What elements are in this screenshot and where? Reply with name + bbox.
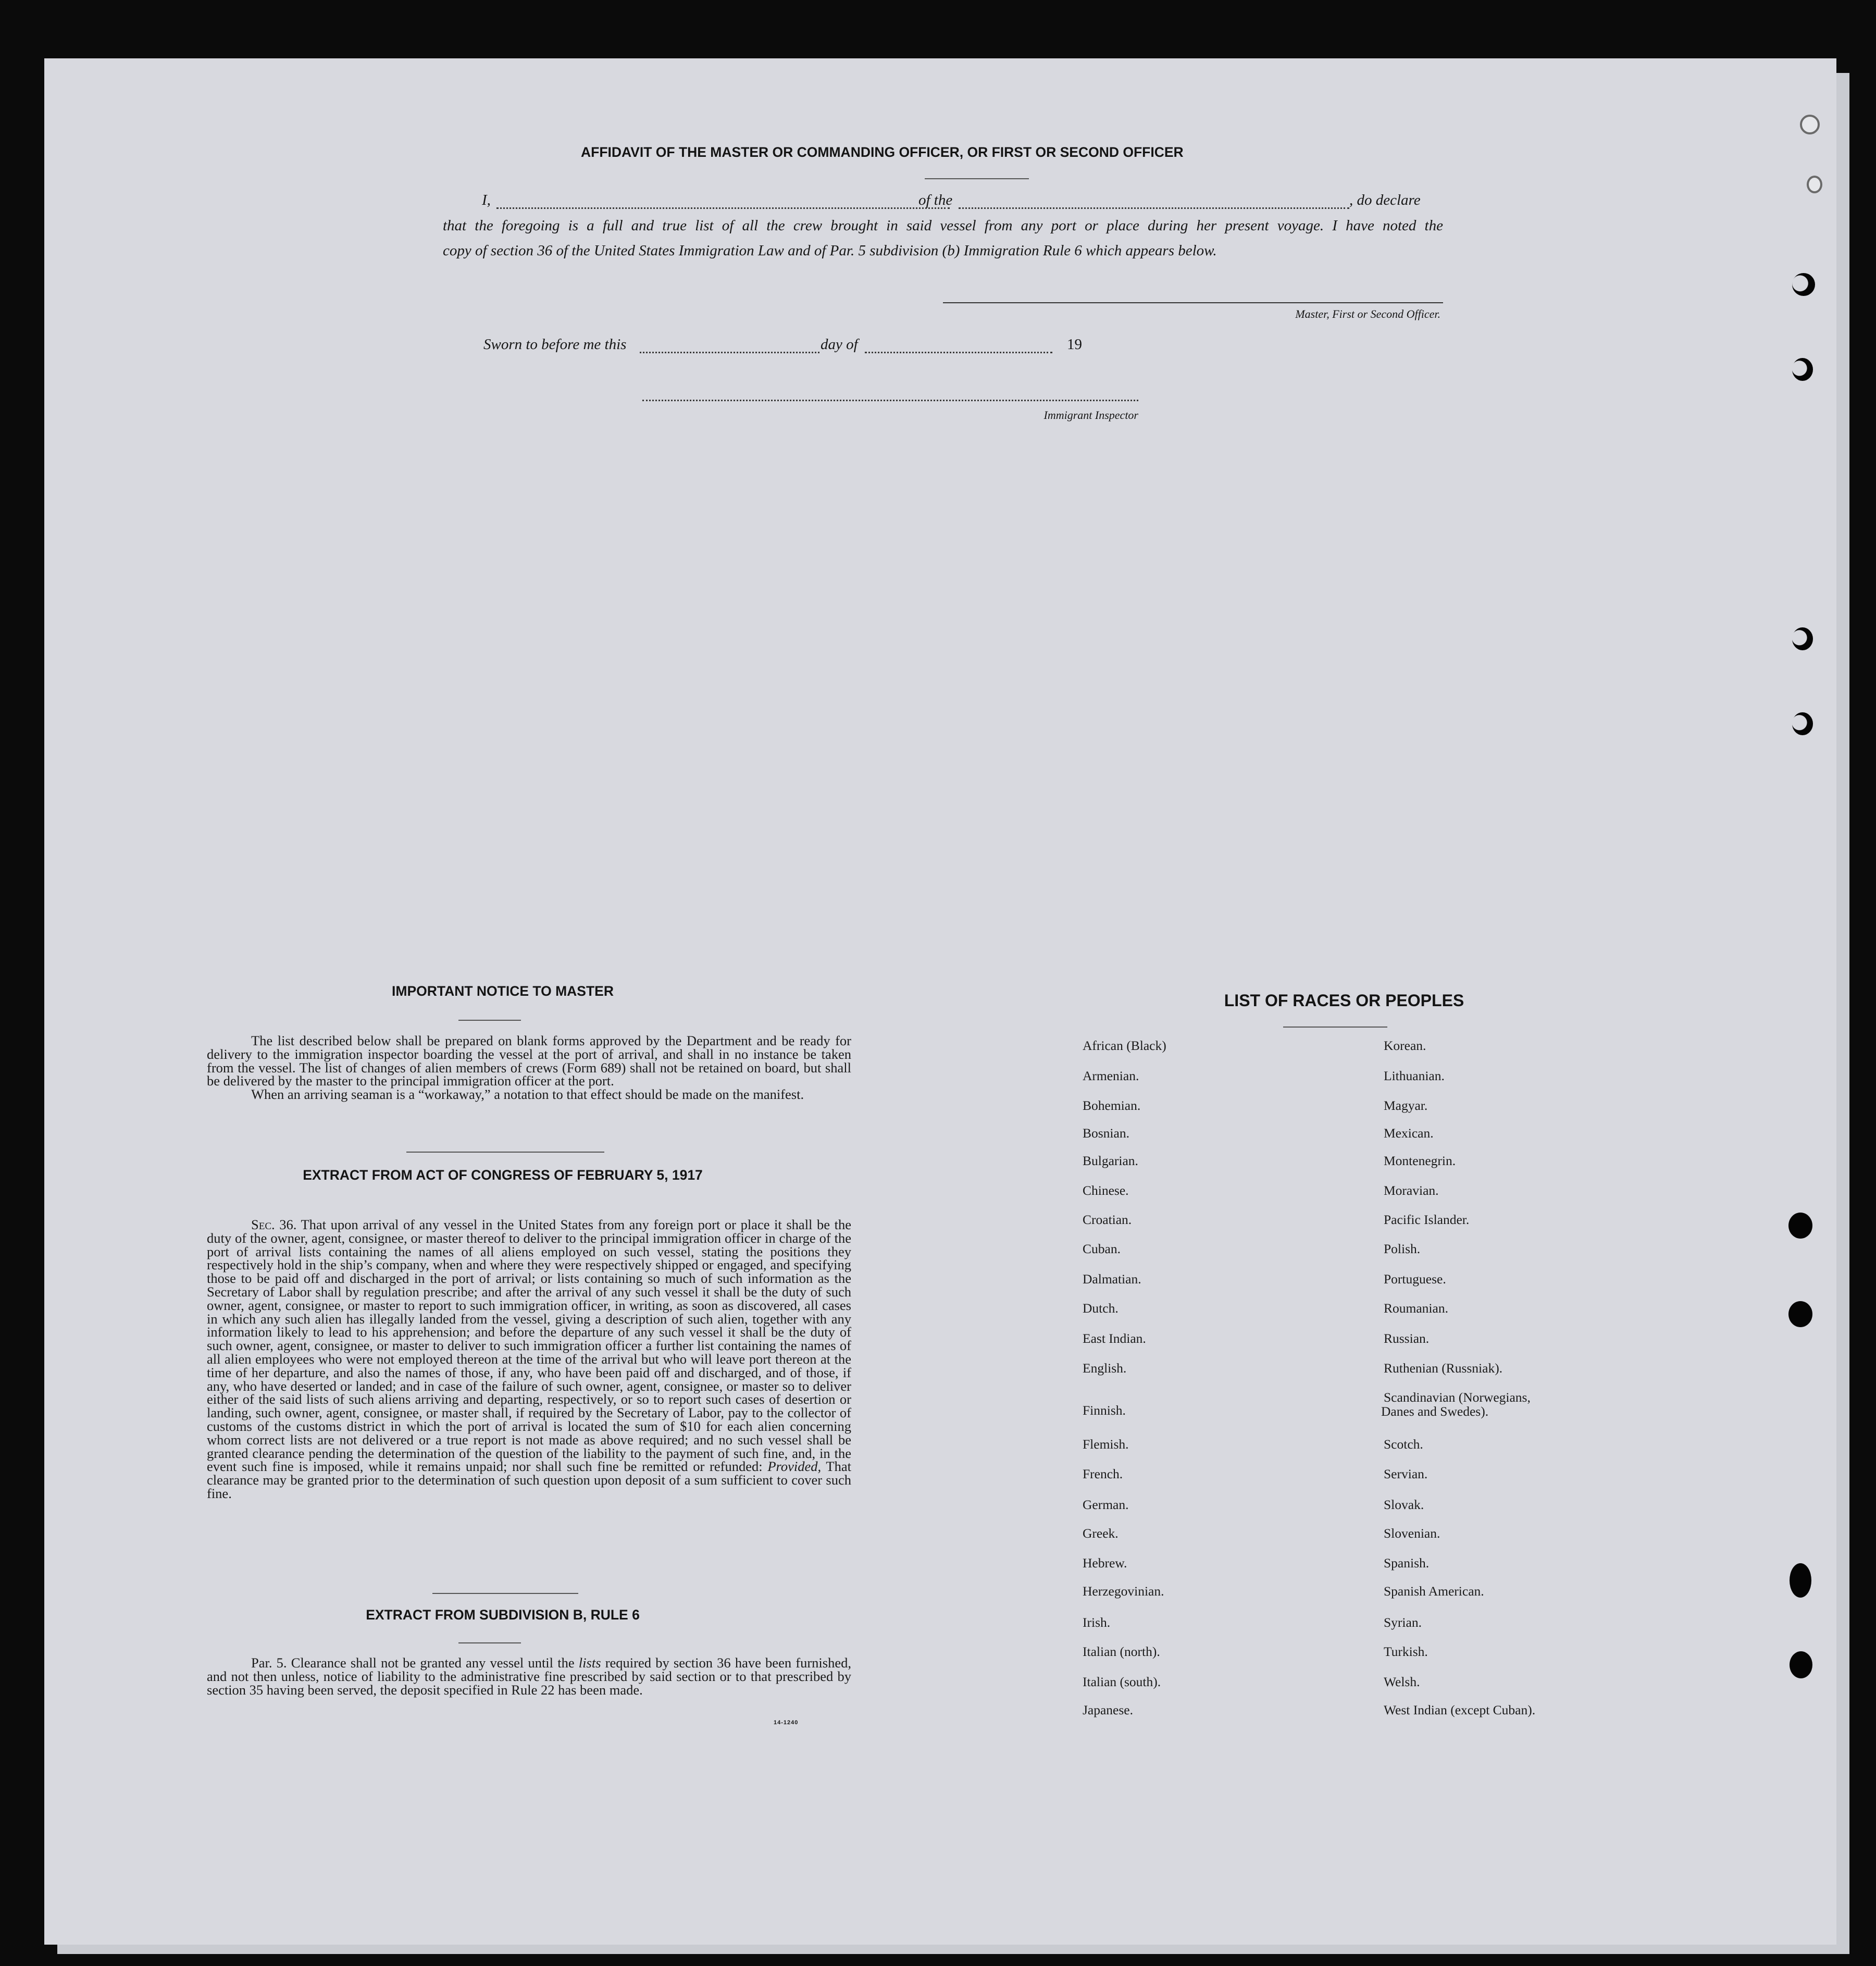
race-left-19: Herzegovinian. <box>1083 1584 1164 1599</box>
race-left-1: African (Black) <box>1083 1038 1166 1053</box>
rule-extract-title-rule <box>458 1642 521 1643</box>
declaration-line-2: that the foregoing is a full and true list of all the crew brought in said vessel from any port or place during her present voyage. I have noted the <box>443 217 1443 234</box>
punch-hole-1 <box>1800 115 1820 134</box>
punch-hole-10 <box>1790 1651 1812 1678</box>
race-right-10: Roumanian. <box>1384 1301 1448 1316</box>
race-right-16: Slovak. <box>1384 1497 1424 1512</box>
race-right-23: West Indian (except Cuban). <box>1384 1702 1536 1717</box>
race-left-9: Dalmatian. <box>1083 1271 1141 1287</box>
race-left-6: Chinese. <box>1083 1183 1129 1198</box>
affidavit-title-rule <box>925 178 1029 179</box>
inspector-signature-line[interactable] <box>642 400 1138 401</box>
punch-hole-8 <box>1788 1301 1812 1327</box>
race-right-2: Lithuanian. <box>1384 1068 1445 1083</box>
rule-extract-title: EXTRACT FROM SUBDIVISION B, RULE 6 <box>366 1607 640 1623</box>
race-right-5: Montenegrin. <box>1384 1153 1456 1168</box>
race-left-11: East Indian. <box>1083 1331 1146 1346</box>
inspector-label: Immigrant Inspector <box>1043 409 1138 422</box>
punch-hole-7 <box>1788 1213 1812 1239</box>
race-right-continuation: Danes and Swedes). <box>1381 1404 1489 1419</box>
race-right-1: Korean. <box>1384 1038 1426 1053</box>
punch-hole-2 <box>1807 176 1822 193</box>
form-page <box>44 58 1836 1945</box>
race-right-15: Servian. <box>1384 1466 1428 1481</box>
of-the-label: of the <box>918 192 953 208</box>
day-of-label: day of <box>821 336 858 353</box>
race-right-7: Pacific Islander. <box>1384 1212 1470 1227</box>
section-36-text <box>207 1218 851 1501</box>
race-right-17: Slovenian. <box>1384 1526 1440 1541</box>
master-signature-label: Master, First or Second Officer. <box>1295 307 1440 320</box>
race-left-17: Greek. <box>1083 1526 1119 1541</box>
punch-hole-4 <box>1792 358 1813 381</box>
act-extract-body <box>207 1218 851 1501</box>
rule-extract-body <box>207 1656 851 1697</box>
race-right-13: Scandinavian (Norwegians, <box>1384 1390 1531 1405</box>
punch-hole-3 <box>1792 273 1815 296</box>
form-number: 14-1240 <box>774 1720 799 1726</box>
race-left-7: Croatian. <box>1083 1212 1132 1227</box>
race-right-12: Ruthenian (Russniak). <box>1384 1361 1503 1376</box>
punch-hole-9 <box>1790 1563 1811 1598</box>
race-left-10: Dutch. <box>1083 1301 1119 1316</box>
race-right-22: Welsh. <box>1384 1674 1420 1689</box>
race-left-8: Cuban. <box>1083 1241 1121 1256</box>
section-label: Sec. 36. <box>251 1217 297 1232</box>
race-right-3: Magyar. <box>1384 1098 1428 1113</box>
punch-hole-5 <box>1792 627 1813 650</box>
race-left-2: Armenian. <box>1083 1068 1139 1083</box>
race-left-3: Bohemian. <box>1083 1098 1141 1113</box>
paragraph-5-text-a: Par. 5. Clearance shall not be granted any vessel until the <box>251 1655 579 1671</box>
race-right-9: Portuguese. <box>1384 1271 1446 1287</box>
declaration-line-3: copy of section 36 of the United States Immigration Law and of Par. 5 subdivision (b) Immigration Rule 6 which appears below. <box>443 242 1217 259</box>
notice-body <box>207 1034 851 1102</box>
declarant-prefix: I, <box>482 192 491 208</box>
master-signature-line[interactable] <box>943 302 1443 303</box>
notice-paragraph-1: The list described below shall be prepared on blank forms approved by the Department and be ready for delivery to the immigration inspector boarding the vessel at the port of arrival, and shall in no instance be taken from the vessel. The list of changes of alien members of crews (Form 689) shall not be retained on board, but shall be delivered by the master to the principal immigration officer at the port. <box>207 1033 851 1089</box>
race-left-4: Bosnian. <box>1083 1126 1129 1141</box>
races-title-rule <box>1283 1027 1387 1028</box>
notice-divider <box>406 1152 604 1153</box>
race-right-18: Spanish. <box>1384 1555 1430 1571</box>
notice-title: IMPORTANT NOTICE TO MASTER <box>392 983 614 999</box>
race-left-5: Bulgarian. <box>1083 1153 1138 1168</box>
race-left-12: English. <box>1083 1361 1127 1376</box>
act-extract-title: EXTRACT FROM ACT OF CONGRESS OF FEBRUARY 5, 1917 <box>303 1167 703 1183</box>
race-left-14: Flemish. <box>1083 1437 1129 1452</box>
section-36-text-a: That upon arrival of any vessel in the United States from any foreign port or place it shall be the duty of the owner, agent, consignee, or master thereof to deliver to the principal immigration officer in charge of the port of arrival lists containing the names of all aliens employed on such vessel, stating the positions they respectively hold in the ship’s company, when and where they were respectively shipped or engaged, and specifying those to be paid off and discharged in the port of arrival; or lists containing so much of such information as the Secretary of Labor shall by regulation prescribe; and after the arrival of any such vessel it shall be the duty of such owner, agent, consignee, or master to report to such immigration officer, in writing, as soon as discovered, all cases in which any such alien has illegally landed from the vessel, giving a description of such alien, together with any information likely to lead to his apprehension; and before the departure of any such vessel it shall be the duty of such owner, agent, consignee, or master to deliver to such immigration officer a further list containing the names of all alien employees who were not employed thereon at the time of the arrival but who will leave port thereon at the time of her departure, and also the names of those, if any, who have been paid off and discharged, and of those, if any, who have deserted or landed; and in case of the failure of such owner, agent, consignee, or master so to deliver either of the said lists of such aliens arriving and departing, respectively, or so to report such cases of desertion or landing, such owner, agent, consignee, or master shall, if required by the Secretary of Labor, pay to the collector of customs of the customs district in which the port of arrival is located the sum of $10 for each alien concerning whom correct lists are not delivered or a true report is not made as above required; and no such vessel shall be granted clearance pending the determination of the question of the liability to the payment of such fine, and, in the event such fine is imposed, while it remains unpaid; nor shall such fine be remitted or refunded: <box>207 1217 851 1475</box>
race-right-8: Polish. <box>1384 1241 1421 1256</box>
race-right-20: Syrian. <box>1384 1615 1422 1630</box>
race-left-21: Italian (north). <box>1083 1644 1160 1659</box>
race-left-16: German. <box>1083 1497 1129 1512</box>
declarant-name-field[interactable] <box>496 207 950 209</box>
race-left-20: Irish. <box>1083 1615 1111 1630</box>
race-left-15: French. <box>1083 1466 1123 1481</box>
race-right-21: Turkish. <box>1384 1644 1428 1659</box>
do-declare-label: , do declare <box>1349 192 1421 208</box>
race-left-23: Japanese. <box>1083 1702 1133 1717</box>
section-36-text-b: That clearance may be granted prior to the determination of such question upon deposit of a sum sufficient to cover such fine. <box>207 1458 851 1501</box>
punch-hole-6 <box>1792 712 1813 735</box>
affidavit-title: AFFIDAVIT OF THE MASTER OR COMMANDING OFFICER, OR FIRST OR SECOND OFFICER <box>581 144 1184 160</box>
act-extract-divider <box>432 1593 578 1594</box>
sworn-day-field[interactable] <box>640 352 819 353</box>
provided-term: Provided, <box>767 1458 822 1475</box>
race-right-19: Spanish American. <box>1384 1584 1484 1599</box>
year-prefix: 19 <box>1067 336 1082 353</box>
race-left-22: Italian (south). <box>1083 1674 1161 1689</box>
vessel-name-field[interactable] <box>959 207 1349 209</box>
race-right-4: Mexican. <box>1384 1126 1434 1141</box>
race-right-14: Scotch. <box>1384 1437 1423 1452</box>
races-title: LIST OF RACES OR PEOPLES <box>1224 991 1464 1010</box>
race-left-18: Hebrew. <box>1083 1555 1127 1571</box>
notice-paragraph-2: When an arriving seaman is a “workaway,” a notation to that effect should be made on the manifest. <box>251 1086 804 1103</box>
paragraph-5-text-b: required by section 36 have been furnished, and not then unless, notice of liability to the administrative fine prescribed by said section or to that prescribed by section 35 having been served, the deposit specified in Rule 22 has been made. <box>207 1655 851 1698</box>
race-right-11: Russian. <box>1384 1331 1430 1346</box>
race-right-6: Moravian. <box>1384 1183 1439 1198</box>
notice-title-rule <box>458 1020 521 1021</box>
sworn-label: Sworn to before me this <box>483 336 627 353</box>
race-left-13: Finnish. <box>1083 1403 1126 1418</box>
paragraph-5-text <box>207 1656 851 1697</box>
lists-term: lists <box>578 1655 601 1671</box>
sworn-month-field[interactable] <box>865 352 1052 353</box>
